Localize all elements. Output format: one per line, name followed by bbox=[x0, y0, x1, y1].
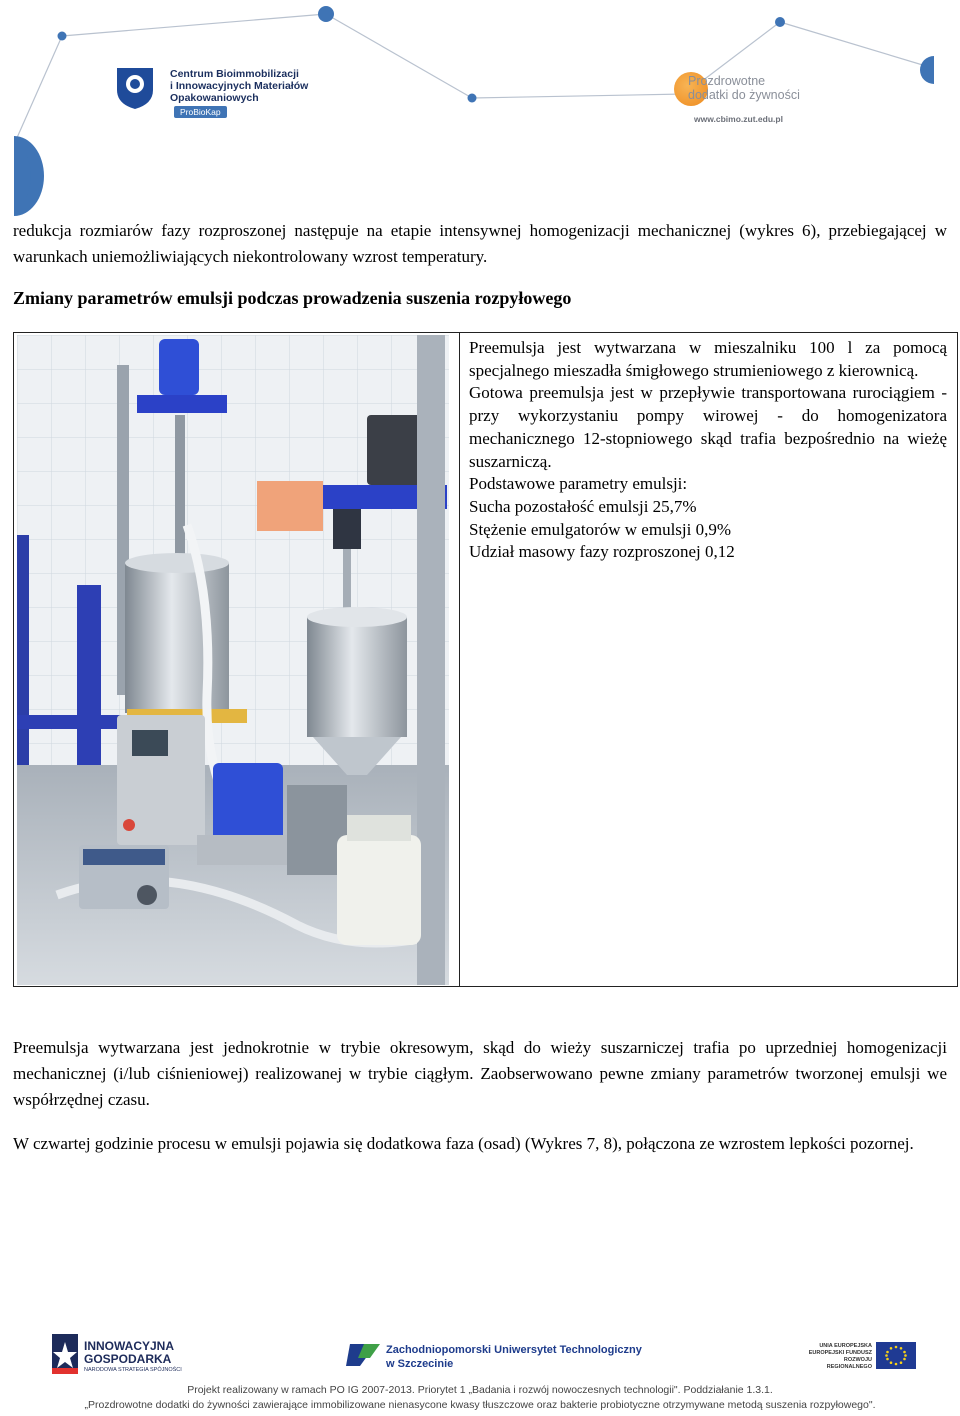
innowacyjna-gospodarka-logo bbox=[52, 1334, 202, 1378]
header-dot bbox=[58, 32, 67, 41]
table-divider bbox=[459, 333, 460, 986]
paragraph-3: W czwartej godzinie procesu w emulsji pojawia się dodatkowa faza (osad) (Wykres 7, 8), połączona ze wzrostem lepkości pozornej. bbox=[13, 1134, 914, 1153]
eu-line: UNIA EUROPEJSKA bbox=[819, 1343, 872, 1349]
equipment-photo bbox=[17, 335, 449, 985]
eu-logo bbox=[800, 1342, 920, 1372]
logo-left-line: Centrum Bioimmobilizacji bbox=[170, 68, 299, 80]
equipment-illustration bbox=[17, 335, 449, 985]
zut-line: Zachodniopomorski Uniwersytet Technologiczny bbox=[386, 1344, 642, 1356]
logo-left-line: Opakowaniowych bbox=[170, 92, 259, 104]
paragraph-2: Preemulsja wytwarzana jest jednokrotnie w trybie okresowym, skąd do wieży suszarniczej trafia po uprzedniej homogenizacji mechanicznej (i/lub ciśnieniowej) realizowanej w trybie ciągłym. Zaobserwowano pewne zmiany parametrów tworzonej emulsji we współrzędnej czasu. bbox=[13, 1038, 947, 1109]
logo-right-line: Prozdrowotne bbox=[688, 74, 766, 88]
param-item: Stężenie emulgatorów w emulsji 0,9% bbox=[469, 519, 732, 539]
section-title: Zmiany parametrów emulsji podczas prowadzenia suszenia rozpyłowego bbox=[13, 288, 572, 308]
footer-logos bbox=[0, 1330, 960, 1380]
inno-line: INNOWACYJNA bbox=[84, 1339, 175, 1353]
logo-right-line: dodatki do żywności bbox=[688, 88, 800, 102]
eu-line: EUROPEJSKI FUNDUSZ bbox=[808, 1350, 872, 1356]
header-half-dot bbox=[920, 56, 934, 84]
zut-logo bbox=[346, 1340, 646, 1376]
header-dot bbox=[318, 6, 334, 22]
star-icon bbox=[52, 1334, 78, 1374]
zut-line: w Szczecinie bbox=[386, 1358, 454, 1370]
process-description bbox=[469, 337, 947, 564]
paragraph-1: redukcja rozmiarów fazy rozproszonej następuje na etapie intensywnej homogenizacji mechanicznej (wykres 6), przebiegającej w warunkach uniemożliwiających niekontrolowany wzrost temperatury. bbox=[13, 221, 947, 266]
inno-line: GOSPODARKA bbox=[84, 1352, 172, 1366]
param-item: Sucha pozostałość emulsji 25,7% bbox=[469, 496, 697, 516]
header-dot bbox=[468, 94, 477, 103]
param-item: Udział masowy fazy rozproszonej 0,12 bbox=[469, 542, 735, 562]
eu-flag-icon bbox=[876, 1342, 916, 1369]
description-paragraph: Preemulsja jest wytwarzana w mieszalniku 100 l za pomocą specjalnego mieszadła śmigłowego strumieniowego z kierownicą. bbox=[469, 338, 947, 380]
description-paragraph: Gotowa preemulsja jest w przepływie transportowana rurociągiem - przy wykorzystaniu pompy wirowej - do homogenizatora mechanicznego 12-stopniowego skąd trafia bezpośrednio na wieżę suszarniczą. bbox=[469, 383, 947, 471]
header-dot bbox=[775, 17, 785, 27]
cbimo-logo bbox=[114, 62, 314, 122]
project-title-line: „Prozdrowotne dodatki do żywności zawierające immobilizowane nienasycone kwasy tłuszczowe oraz bakterie probiotyczne otrzymywane metodą suszenia rozpyłowego". bbox=[84, 1399, 876, 1411]
crest-icon bbox=[114, 64, 156, 110]
zut-mark-icon bbox=[346, 1340, 380, 1370]
logo-badge: ProBioKap bbox=[174, 106, 227, 118]
project-info-line: Projekt realizowany w ramach PO IG 2007-2013. Priorytet 1 „Badania i rozwój nowoczesnych technologii". Poddziałanie 1.3.1. bbox=[187, 1384, 773, 1396]
logo-url: www.cbimo.zut.edu.pl bbox=[694, 114, 783, 124]
params-heading: Podstawowe parametry emulsji: bbox=[469, 474, 688, 494]
logo-left-line: i Innowacyjnych Materiałów bbox=[170, 80, 309, 92]
prozdrowotne-logo bbox=[672, 68, 822, 128]
content-table bbox=[13, 332, 958, 987]
eu-line: ROZWOJU REGIONALNEGO bbox=[826, 1357, 872, 1370]
inno-sub: NARODOWA STRATEGIA SPÓJNOŚCI bbox=[84, 1367, 182, 1373]
